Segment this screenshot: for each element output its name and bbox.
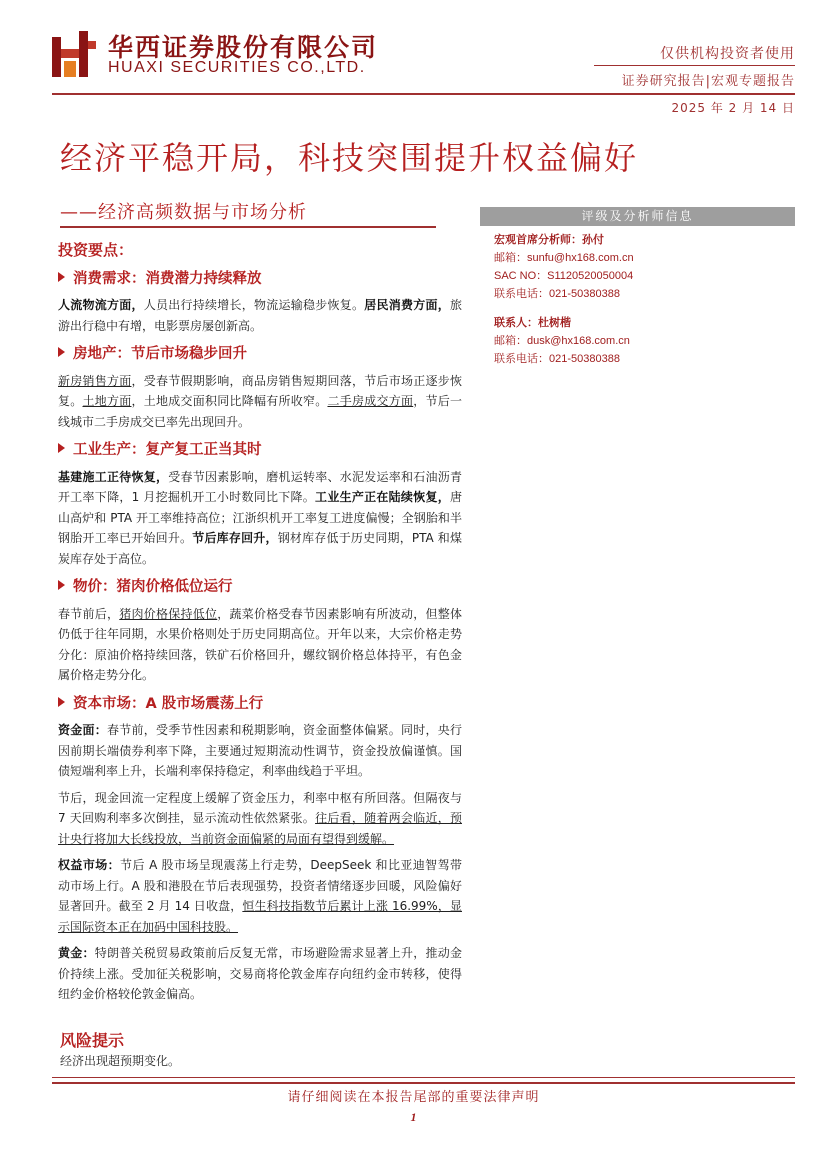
chief-sac: SAC NO：S1120520050004 [494,270,634,282]
text: 春节前，受季节性因素和税期影响，资金面整体偏紧。同时，央行因前期长端债券利率下降，主要通过短期流动性调节，资金投放偏谨慎。国债短端利率上升，长端利率保持稳定，利率曲线趋于平坦。 [58,723,462,778]
analyst-info-box [480,207,795,368]
paragraph [58,788,462,850]
chief-analyst [494,231,795,249]
text: ，蔬菜价格受春节因素影响有所波动，但整体仍低于往年同期，水果价格则处于历史同期高位。开年以来，大宗价格走势分化：原油价格持续回落，铁矿石价格回升，螺纹钢价格总体持平，有色金属价格走势分化。 [58,606,462,682]
underlined-text: 恒生科技指数节后累计上涨 16.99%，显示国际资本正在加码中国科技股。 [58,899,462,934]
chief-email[interactable]: 邮箱：sunfu@hx168.com.cn [494,252,634,264]
footer-rule-thick [52,1082,795,1084]
bold-lead: 权益市场： [58,858,121,872]
text: 节后，现金回流一定程度上缓解了资金压力，利率中枢有所回落。但隔夜与 7 天回购利率多次倒挂，显示流动性依然紧张。 [58,790,462,825]
highlights-heading: 投资要点： [58,241,134,259]
text: 特朗普关税贸易政策前后反复无常，市场避险需求显著上升，推动金价持续上涨。受加征关税影响，交易商将伦敦金库存向纽约金市转移，使得纽约金价格较伦敦金偏高。 [58,946,462,1001]
triangle-bullet-icon [58,347,65,357]
text: 旅游出行稳中有增，电影票房屡创新高。 [58,298,462,333]
footer-rule [52,1077,795,1078]
underlined-text: 新房销售方面 [58,373,132,388]
paragraph [58,295,462,336]
bold-lead: 工业生产正在陆续恢复， [315,490,450,504]
text: 春节前后， [58,606,120,621]
contact-phone: 联系电话：021-50380388 [494,353,620,365]
header-divider [594,65,795,66]
section-title-prices [58,577,462,598]
paragraph [58,371,462,433]
triangle-bullet-icon [58,443,65,453]
investment-highlights [58,240,462,1011]
section-title-text: 资本市场：A 股市场震荡上行 [73,695,264,712]
paragraph [58,943,462,1005]
header-rule [52,93,795,95]
text: 人员出行持续增长，物流运输稳步恢复。 [143,298,365,312]
section-title-text: 工业生产：复产复工正当其时 [73,442,262,458]
triangle-bullet-icon [58,272,65,282]
risk-text: 经济出现超预期变化。 [60,1054,181,1068]
bold-lead: 节后库存回升， [192,531,278,545]
paragraph [58,855,462,937]
section-title-industry [58,440,462,461]
huaxi-logo-icon [52,31,96,77]
text: ，受春节假期影响，商品房销售短期回落，节后市场正逐步恢复。 [58,373,462,408]
risk-title: 风险提示 [60,1031,125,1050]
paragraph [58,720,462,782]
audience-note: 仅供机构投资者使用 [660,46,795,62]
report-type: 证券研究报告|宏观专题报告 [621,74,795,89]
triangle-bullet-icon [58,580,65,590]
section-title-capital-market [58,694,462,715]
underlined-text: 猪肉价格保持低位 [119,606,218,621]
report-date: 2025 年 2 月 14 日 [671,101,795,115]
bold-lead: 人流物流方面， [58,298,144,312]
underlined-text: 往后看，随着两会临近，预计央行将加大长线投放，当前资金面偏紧的局面有望得到缓解。 [58,811,462,846]
chief-phone: 联系电话：021-50380388 [494,288,620,300]
section-title-real-estate [58,344,462,365]
section-title-text: 物价：猪肉价格低位运行 [73,579,233,595]
text: ，土地成交面积同比降幅有所收窄。 [131,394,328,408]
chief-label: 宏观首席分析师： [494,234,582,246]
section-title-consumption [58,269,462,290]
triangle-bullet-icon [58,697,65,707]
company-name-cn: 华西证券股份有限公司 [108,33,379,62]
report-subtitle: ——经济高频数据与市场分析 [60,202,307,223]
paragraph [58,604,462,686]
contact-email[interactable]: 邮箱：dusk@hx168.com.cn [494,335,630,347]
underlined-text: 土地方面 [82,394,132,408]
bold-lead: 资金面： [58,723,107,737]
contact-person [494,314,795,332]
text: 钢材库存低于历史同期，PTA 和煤炭库存处于高位。 [58,531,462,566]
company-name-en: HUAXI SECURITIES CO.,LTD. [108,59,366,76]
chief-name: 孙付 [582,234,604,246]
report-title: 经济平稳开局，科技突围提升权益偏好 [60,139,639,177]
section-title-text: 房地产：节后市场稳步回升 [73,346,247,362]
section-title-text: 消费需求：消费潜力持续释放 [73,270,262,287]
text: 受春节因素影响，磨机运转率、水泥发运率和石油沥青开工率下降，1 月挖掘机开工小时数同比下降。 [58,469,462,504]
text: ，节后一线城市二手房成交已率先出现回升。 [58,394,462,429]
bold-lead: 基建施工正待恢复， [58,469,169,484]
subtitle-rule [60,226,436,228]
contact-name: 杜树楷 [538,317,571,329]
underlined-text: 二手房成交方面 [327,394,414,408]
contact-label: 联系人： [494,317,538,329]
text: 唐山高炉和 PTA 开工率维持高位；江浙织机开工率复工进度偏慢；全钢胎和半钢胎开工率已开始回升。 [58,490,462,545]
legal-disclaimer: 请仔细阅读在本报告尾部的重要法律声明 [287,1090,540,1105]
paragraph [58,467,462,570]
text: 节后 A 股市场呈现震荡上行走势，DeepSeek 和比亚迪智驾带动市场上行。A 股和港股在节后表现强势，投资者情绪逐步回暖，风险偏好显著回升。截至 2 月 14 日收盘， [58,858,462,913]
bold-lead: 居民消费方面， [364,298,450,312]
page-number: 1 [410,1110,417,1124]
analyst-box-heading: 评级及分析师信息 [480,207,795,226]
bold-lead: 黄金： [58,946,95,960]
